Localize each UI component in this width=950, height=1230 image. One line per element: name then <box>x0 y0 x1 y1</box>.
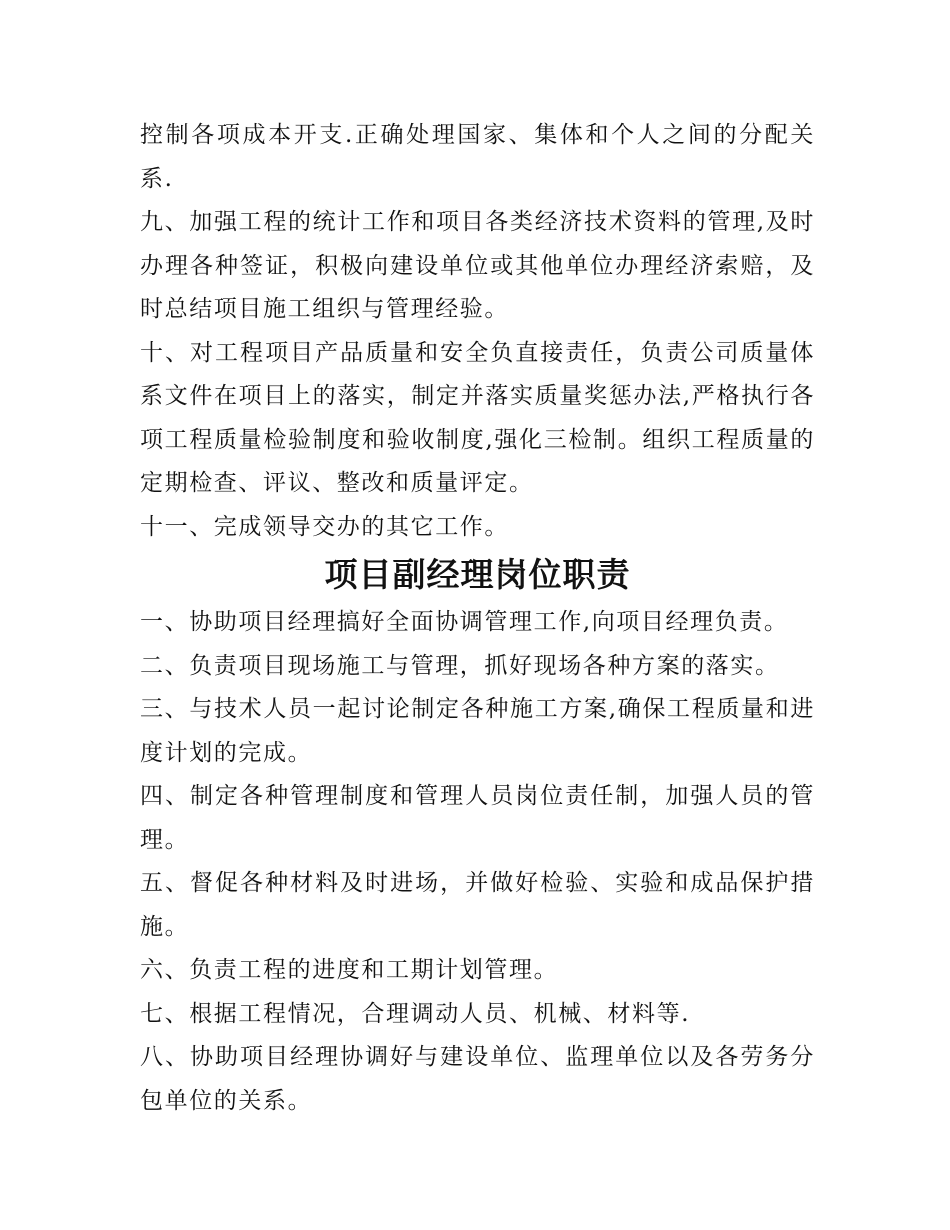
duty-item-2: 二、负责项目现场施工与管理，抓好现场各种方案的落实。 <box>140 652 780 679</box>
duty-item-8: 八、协助项目经理协调好与建设单位、监理单位以及各劳务分包单位的关系。 <box>140 1044 815 1114</box>
duty-item-1: 一、协助项目经理搞好全面协调管理工作,向项目经理负责。 <box>140 609 789 635</box>
section-title: 项目副经理岗位职责 <box>324 555 631 594</box>
duty-item-7: 七、根据工程情况，合理调动人员、机械、材料等. <box>140 1000 691 1027</box>
duty-item-6: 六、负责工程的进度和工期计划管理。 <box>140 957 559 983</box>
paragraph-cost-control: 控制各项成本开支.正确处理国家、集体和个人之间的分配关系. <box>140 122 815 192</box>
paragraph-item-10: 十、对工程项目产品质量和安全负直接责任，负责公司质量体系文件在项目上的落实，制定并落实质量奖惩办法,严格执行各项工程质量检验制度和验收制度,强化三检制。组织工程质量的定期检查、评议、整改和质量评定。 <box>140 339 815 496</box>
duty-item-4: 四、制定各种管理制度和管理人员岗位责任制，加强人员的管理。 <box>140 783 815 853</box>
duty-item-5: 五、督促各种材料及时进场，并做好检验、实验和成品保护措施。 <box>140 870 815 940</box>
paragraph-item-11: 十一、完成领导交办的其它工作。 <box>140 513 509 540</box>
duty-item-3: 三、与技术人员一起讨论制定各种施工方案,确保工程质量和进度计划的完成。 <box>140 696 815 766</box>
paragraph-item-9: 九、加强工程的统计工作和项目各类经济技术资料的管理,及时办理各种签证，积极向建设单位或其他单位办理经济索赔，及时总结项目施工组织与管理经验。 <box>140 209 815 322</box>
document-page <box>140 114 815 1123</box>
